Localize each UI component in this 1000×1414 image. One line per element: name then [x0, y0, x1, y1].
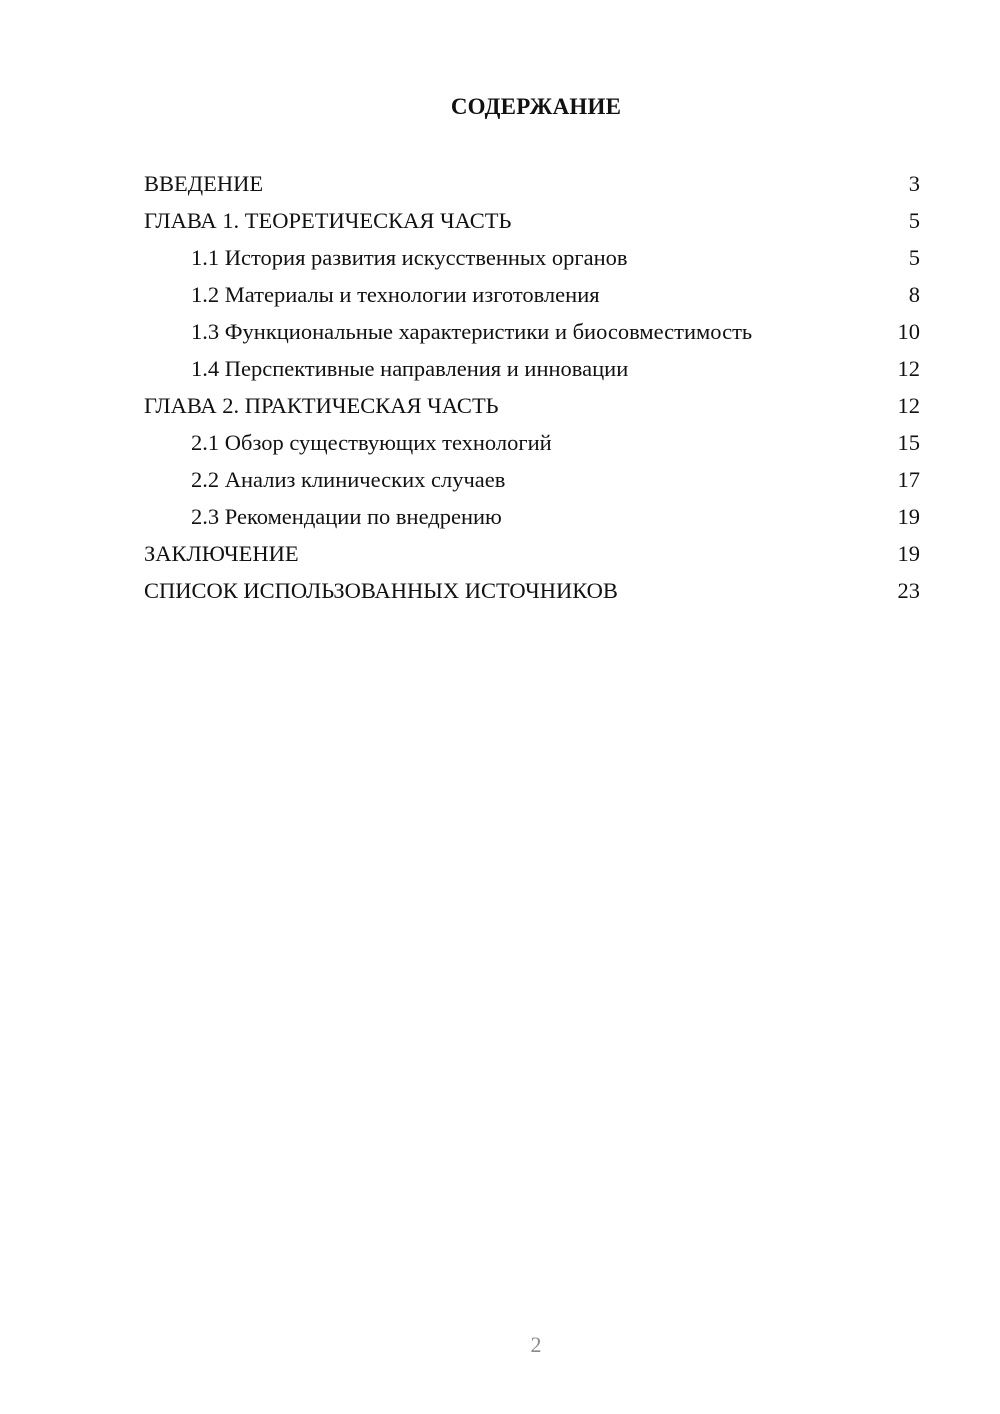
table-of-contents: [144, 165, 920, 609]
toc-entry-section-1-1: [144, 239, 920, 276]
toc-entry-label: 2.2 Анализ клинических случаев: [191, 467, 506, 492]
toc-entry-section-1-4: [144, 350, 920, 387]
toc-entry-page: 10: [897, 319, 920, 344]
toc-entry-page: 19: [897, 504, 920, 529]
toc-entry-label: 2.1 Обзор существующих технологий: [191, 430, 552, 455]
toc-entry-label: ЗАКЛЮЧЕНИЕ: [144, 541, 299, 566]
toc-entry-page: 15: [897, 430, 920, 455]
toc-entry-conclusion: [144, 535, 920, 572]
toc-entry-chapter-2: [144, 387, 920, 424]
toc-entry-label: 1.3 Функциональные характеристики и биосовместимость: [191, 319, 753, 344]
toc-entry-label: ВВЕДЕНИЕ: [144, 171, 264, 196]
toc-entry-section-1-2: [144, 276, 920, 313]
toc-entry-section-2-1: [144, 424, 920, 461]
toc-entry-label: СПИСОК ИСПОЛЬЗОВАННЫХ ИСТОЧНИКОВ: [144, 578, 618, 603]
toc-entry-label: 1.2 Материалы и технологии изготовления: [191, 282, 600, 307]
toc-entry-page: 8: [908, 282, 920, 307]
toc-entry-label: 1.4 Перспективные направления и инновации: [191, 356, 629, 381]
toc-entry-page: 5: [908, 245, 920, 270]
toc-entry-section-1-3: [144, 313, 920, 350]
toc-entry-page: 23: [897, 578, 920, 603]
toc-entry-page: 12: [897, 356, 920, 381]
page-number: 2: [530, 1332, 542, 1357]
toc-entry-section-2-3: [144, 498, 920, 535]
toc-entry-chapter-1: [144, 202, 920, 239]
toc-entry-page: 3: [908, 171, 920, 196]
toc-entry-page: 17: [897, 467, 920, 492]
toc-entry-label: ГЛАВА 2. ПРАКТИЧЕСКАЯ ЧАСТЬ: [144, 393, 499, 418]
toc-entry-label: ГЛАВА 1. ТЕОРЕТИЧЕСКАЯ ЧАСТЬ: [144, 208, 512, 233]
toc-entry-references: [144, 572, 920, 609]
page-title: СОДЕРЖАНИЕ: [450, 94, 622, 119]
toc-entry-page: 19: [897, 541, 920, 566]
toc-entry-introduction: [144, 165, 920, 202]
toc-entry-label: 1.1 История развития искусственных органов: [191, 245, 628, 270]
toc-entry-section-2-2: [144, 461, 920, 498]
toc-entry-page: 12: [897, 393, 920, 418]
toc-entry-page: 5: [908, 208, 920, 233]
toc-entry-label: 2.3 Рекомендации по внедрению: [191, 504, 502, 529]
